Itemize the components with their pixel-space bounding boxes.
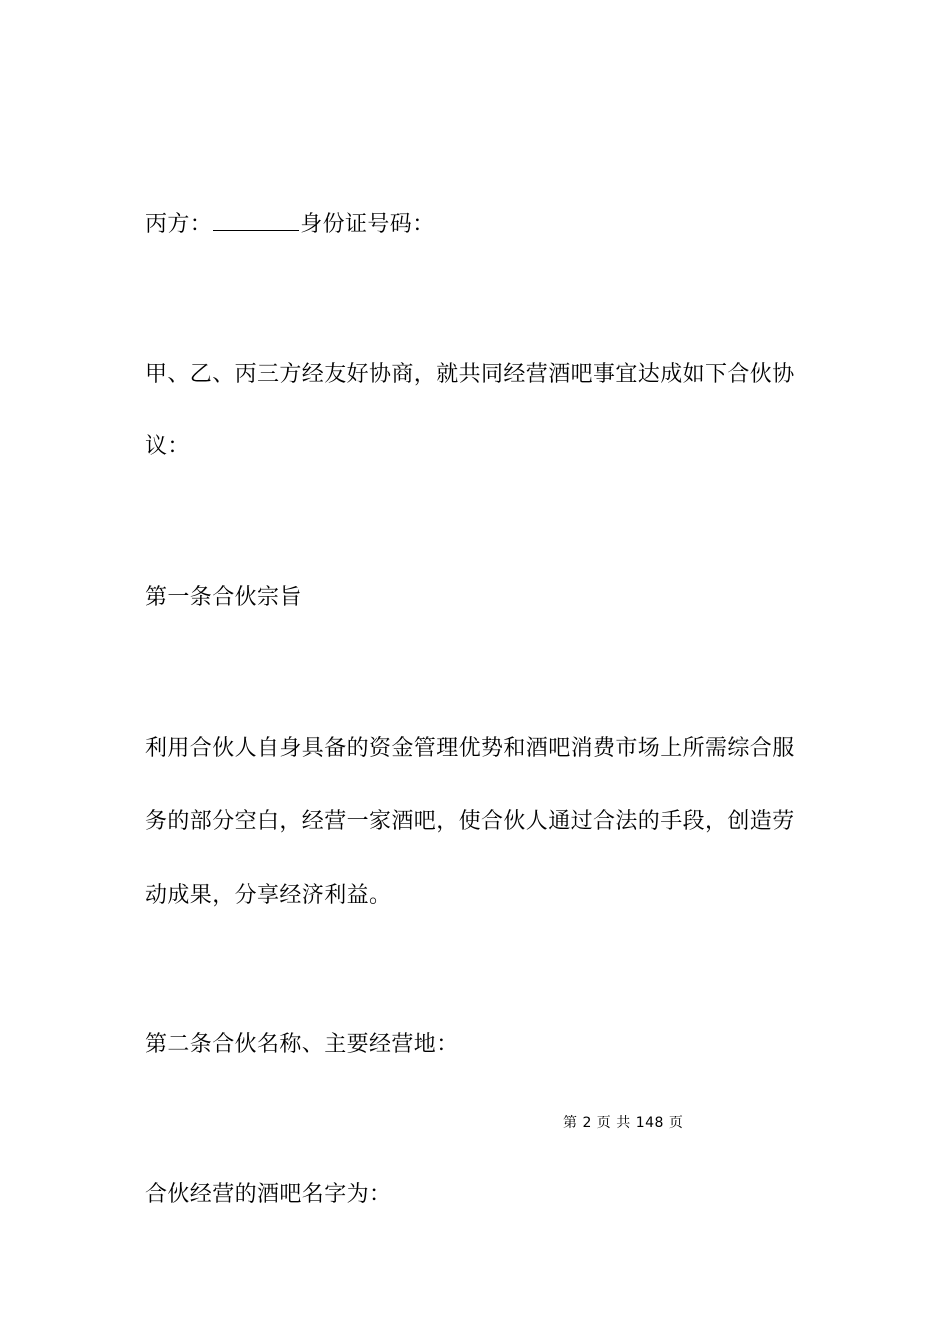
article-1-line-2: 务的部分空白，经营一家酒吧，使合伙人通过合法的手段，创造劳 [145,809,795,834]
intro-line-2: 议： [145,434,190,459]
article-2-title: 第二条合伙名称、主要经营地： [145,1032,459,1057]
article-1-line-1: 利用合伙人自身具备的资金管理优势和酒吧消费市场上所需综合服 [145,736,795,761]
article-1-line-3: 动成果，分享经济利益。 [145,883,392,908]
party-c-line [145,210,435,239]
page-number-footer: 第 2 页 共 148 页 [563,1115,684,1131]
party-c-label: 丙方： [145,212,213,237]
bar-name-line: 合伙经营的酒吧名字为： [145,1182,392,1207]
article-1-title: 第一条合伙宗旨 [145,585,302,610]
party-c-id-label: 身份证号码： [300,212,435,237]
party-c-name-blank [213,210,299,231]
intro-line-1: 甲、乙、丙三方经友好协商，就共同经营酒吧事宜达成如下合伙协 [145,362,795,387]
